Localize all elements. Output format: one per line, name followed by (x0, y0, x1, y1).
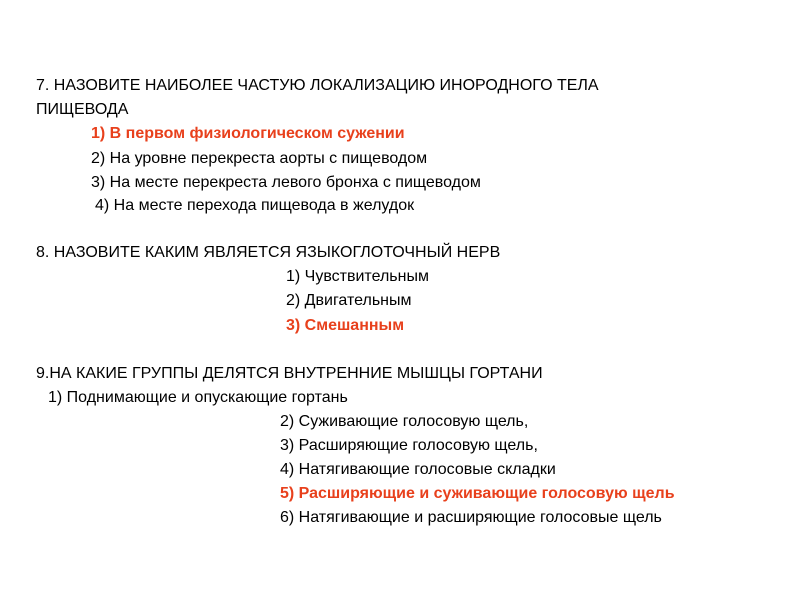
question-7-option-1-correct: 1) В первом физиологическом сужении (91, 125, 405, 142)
question-7-title-cont: ПИЩЕВОДА (36, 101, 129, 118)
question-9-title: 9.НА КАКИЕ ГРУППЫ ДЕЛЯТСЯ ВНУТРЕННИЕ МЫШЦЫ ГОРТАНИ (36, 365, 543, 382)
question-9-option-3: 3) Расширяющие голосовую щель, (280, 437, 538, 454)
question-8-option-2: 2) Двигательным (286, 292, 412, 309)
question-9-option-4: 4) Натягивающие голосовые складки (280, 461, 556, 478)
question-7-option-2: 2) На уровне перекреста аорты с пищеводом (91, 150, 428, 167)
question-7-option-4: 4) На месте перехода пищевода в желудок (95, 197, 415, 214)
question-8-option-1: 1) Чувствительным (286, 268, 429, 285)
question-9-option-5-correct: 5) Расширяющие и суживающие голосовую щель (280, 485, 675, 502)
question-8-title: 8. НАЗОВИТЕ КАКИМ ЯВЛЯЕТСЯ ЯЗЫКОГЛОТОЧНЫЙ НЕРВ (36, 244, 501, 261)
question-7-title: 7. НАЗОВИТЕ НАИБОЛЕЕ ЧАСТУЮ ЛОКАЛИЗАЦИЮ ИНОРОДНОГО ТЕЛА (36, 77, 599, 94)
question-7-option-3: 3) На месте перекреста левого бронха с пищеводом (91, 174, 481, 191)
question-9-option-1: 1) Поднимающие и опускающие гортань (48, 389, 348, 406)
question-9-option-6: 6) Натягивающие и расширяющие голосовые щель (280, 509, 662, 526)
question-9-option-2: 2) Суживающие голосовую щель, (280, 413, 529, 430)
question-8-option-3-correct: 3) Смешанным (286, 317, 405, 334)
